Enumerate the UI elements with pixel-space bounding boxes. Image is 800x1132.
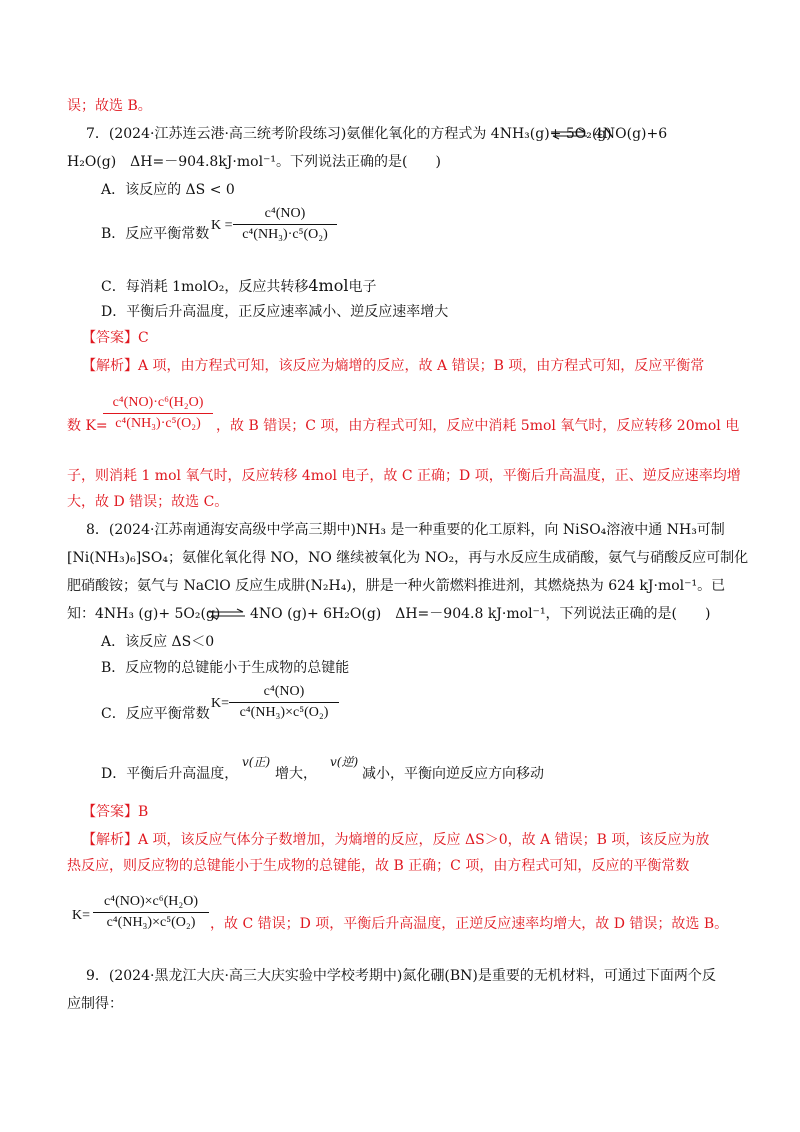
q8-option-a: A．该反应 ΔS＜0 bbox=[101, 634, 215, 650]
q8-analysis-line1: 【解析】A 项，该反应气体分子数增加，为熵增的反应，反应 ΔS＞0，故 A 错误；B 项，该反应为放 bbox=[82, 832, 710, 848]
q8-analysis-line2: 热反应，则反应物的总键能小于生成物的总键能，故 B 正确；C 项，由方程式可知，反应的平衡常数 bbox=[67, 858, 690, 874]
equilibrium-arrow-icon bbox=[207, 608, 247, 620]
q7-option-b-denominator: c⁴(NH₃)·c⁵(O₂) bbox=[242, 227, 328, 242]
q7-option-c-mol: 4mol bbox=[308, 276, 349, 295]
q7-option-b-numerator: c⁴(NO) bbox=[264, 206, 306, 221]
q7-analysis-line2: ，故 B 错误；C 项，由方程式可知，反应中消耗 5mol 氧气时，反应转移 20mol 电 bbox=[216, 418, 740, 434]
q8-stem-line1: 8．(2024·江苏南通海安高级中学高三期中)NH₃ 是一种重要的化工原料，向 NiSO₄溶液中通 NH₃可制 bbox=[86, 522, 725, 538]
q7-option-c bbox=[101, 276, 376, 297]
q7-option-c-prefix: C．每消耗 1molO₂，反应共转移 bbox=[101, 279, 309, 295]
q7-stem-line2: H₂O(g) ΔH=－904.8kJ·mol⁻¹。下列说法正确的是( ) bbox=[67, 154, 441, 170]
fraction-bar bbox=[229, 702, 339, 703]
q7-option-c-suffix: 电子 bbox=[348, 279, 377, 295]
q8-option-d-v1: v(正) bbox=[242, 755, 271, 769]
q7-stem-line1 bbox=[86, 124, 612, 144]
q7-answer: 【答案】C bbox=[82, 330, 149, 346]
q8-option-c-k: K= bbox=[211, 696, 230, 711]
q8-option-c-numerator: c⁴(NO) bbox=[263, 684, 305, 699]
q8-option-d bbox=[101, 764, 238, 784]
q8-analysis-k: K= bbox=[72, 908, 91, 923]
q8-option-b: B．反应物的总键能小于生成物的总键能 bbox=[101, 660, 350, 676]
q8-option-c-prefix: C．反应平衡常数 bbox=[101, 706, 210, 722]
q8-option-d-prefix: D．平衡后升高温度， bbox=[101, 766, 239, 782]
q8-analysis-fraction bbox=[93, 893, 209, 932]
q8-stem-line2: [Ni(NH₃)₆]SO₄；氨催化氧化得 NO，NO 继续被氧化为 NO₂，再与水反应生成硝酸，氨气与硝酸反应可制化 bbox=[67, 550, 749, 566]
q8-option-d-suffix: 减小，平衡向逆反应方向移动 bbox=[362, 766, 544, 782]
fraction-bar bbox=[233, 224, 337, 225]
q7-analysis-fraction bbox=[103, 394, 213, 433]
q7-analysis-k-prefix: 数 K= bbox=[67, 418, 108, 434]
fraction-bar bbox=[93, 912, 209, 913]
q7-option-a: A．该反应的 ΔS < 0 bbox=[101, 182, 235, 198]
equilibrium-arrow-icon bbox=[549, 128, 589, 140]
q7-option-d: D．平衡后升高温度，正反应速率减小、逆反应速率增大 bbox=[101, 304, 449, 320]
q7-analysis-line3: 子，则消耗 1 mol 氧气时，反应转移 4mol 电子，故 C 正确；D 项，平衡后升高温度，正、逆反应速率均增 bbox=[67, 468, 741, 484]
q8-stem-line3: 肥硝酸铵；氨气与 NaClO 反应生成肼(N₂H₄)，肼是一种火箭燃料推进剂，其燃烧热为 624 kJ·mol⁻¹。已 bbox=[67, 578, 726, 594]
q8-answer: 【答案】B bbox=[82, 804, 149, 820]
q7-stem-line1-b: 4NO(g)+6 bbox=[594, 126, 668, 142]
q7-option-b-k: K = bbox=[211, 218, 233, 233]
previous-answer-tail: 误；故选 B。 bbox=[67, 98, 152, 114]
q7-analysis-line4: 大，故 D 错误；故选 C。 bbox=[67, 494, 229, 510]
q8-analysis-numerator: c⁴(NO)×c⁶(H₂O) bbox=[103, 894, 199, 909]
q7-analysis-numerator: c⁴(NO)·c⁶(H₂O) bbox=[112, 395, 204, 410]
q7-analysis-line1: 【解析】A 项，由方程式可知，该反应为熵增的反应，故 A 错误；B 项，由方程式可知，反应平衡常 bbox=[82, 358, 705, 374]
q9-stem-line2: 应制得： bbox=[67, 996, 123, 1012]
q8-option-d-v2: v(逆) bbox=[330, 755, 359, 769]
q8-option-d-mid: 增大， bbox=[275, 766, 317, 782]
q8-option-c-fraction bbox=[229, 683, 339, 722]
q8-stem-line4-a: 知：4NH₃ (g)+ 5O₂(g) bbox=[67, 606, 221, 622]
q7-option-b-prefix: B．反应平衡常数 bbox=[101, 226, 210, 242]
q8-analysis-line3: ，故 C 错误；D 项，平衡后升高温度，正逆反应速率均增大，故 D 错误；故选 B。 bbox=[210, 916, 729, 932]
q8-analysis-denominator: c⁴(NH₃)×c⁵(O₂) bbox=[106, 915, 196, 930]
q7-option-b-fraction bbox=[233, 205, 337, 244]
q7-stem-line1-a: 7．(2024·江苏连云港·高三统考阶段练习)氨催化氧化的方程式为 4NH₃(g)+ 5O₂(g) bbox=[86, 126, 612, 142]
q8-stem-line4-b: 4NO (g)+ 6H₂O(g) ΔH=－904.8 kJ·mol⁻¹，下列说法正确的是( ) bbox=[250, 606, 711, 622]
q8-option-c-denominator: c⁴(NH₃)×c⁵(O₂) bbox=[239, 705, 329, 720]
q9-stem-line1: 9．(2024·黑龙江大庆·高三大庆实验中学校考期中)氮化硼(BN)是重要的无机材料，可通过下面两个反 bbox=[86, 968, 716, 984]
q7-analysis-denominator: c⁴(NH₃)·c⁵(O₂) bbox=[115, 416, 201, 431]
fraction-bar bbox=[103, 413, 213, 414]
